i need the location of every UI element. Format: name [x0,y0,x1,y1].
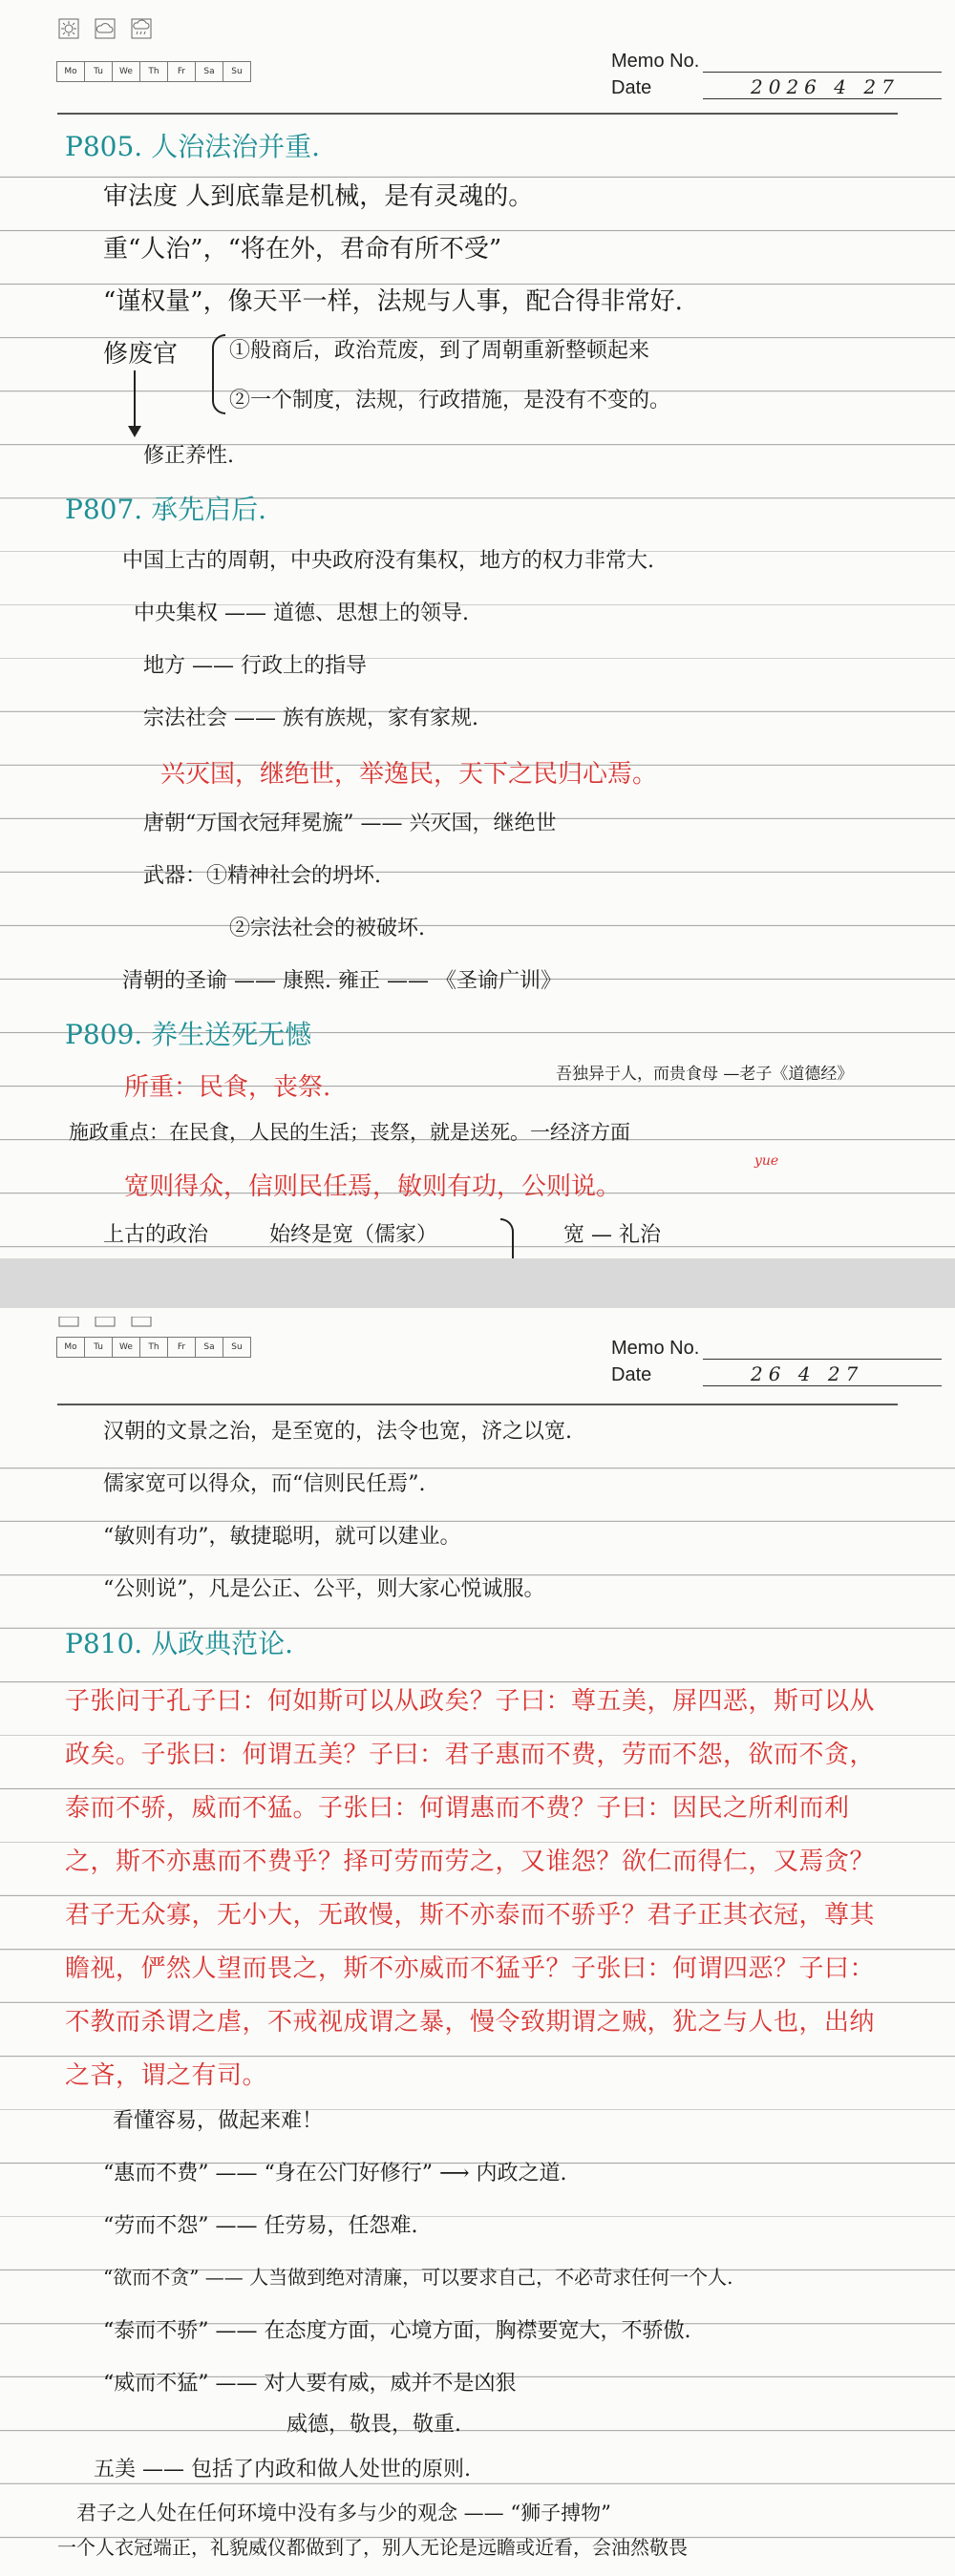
weekday-box: Th [139,61,168,82]
note-line: 武器：①精神社会的坍坏. [143,864,381,888]
memo-label: Memo No. [611,51,700,72]
weekday-box: We [112,1337,140,1358]
highlight-line: 所重：民食，丧祭. [124,1073,331,1102]
note-line: 施政重点：在民食，人民的生活；丧祭，就是送死。一经济方面 [69,1121,630,1144]
weekday-box: Sa [195,1337,223,1358]
note-line: 始终是宽（儒家） [269,1223,438,1247]
note-line: 儒家宽可以得众，而“信则民任焉”. [103,1472,426,1496]
highlight-line: 兴灭国，继绝世，举逸民，天下之民归心焉。 [160,760,658,789]
note-line: “欲而不贪” —— 人当做到绝对清廉，可以要求自己，不必苛求任何一个人. [103,2266,733,2289]
note-line: “劳而不怨” —— 任劳易，任怨难. [103,2214,418,2238]
weekday-box: Fr [167,1337,196,1358]
note-line: 重“人治”，“将在外，君命有所不受” [103,235,502,264]
memo-number [703,72,942,73]
cloud-icon [94,17,117,40]
page-header [0,0,955,115]
date-label: Date [611,77,652,98]
note-line: 中央集权 —— 道德、思想上的领导. [134,602,469,625]
note-line: 中国上古的周朝，中央政府没有集权，地方的权力非常大. [122,549,654,573]
note-line: 修废官 [103,340,179,369]
weekday-box: Mo [56,61,85,82]
note-line: ②一个制度，法规，行政措施，是没有不变的。 [229,389,671,412]
note-line: 宽 — 礼治 [563,1223,661,1247]
note-line: “威而不猛” —— 对人要有威，威并不是凶狠 [103,2372,517,2396]
notebook-page-1 [0,0,955,1258]
sun-icon [57,17,80,40]
note-line: “惠而不费” —— “身在公门好修行” ⟶ 内政之道. [103,2162,567,2185]
weekday-box: Tu [84,61,113,82]
note-line: 汉朝的文景之治，是至宽的，法令也宽，济之以宽. [103,1420,572,1444]
notebook-page-2 [0,1308,955,2576]
page-header [0,1308,955,1405]
date-value: 26 4 27 [703,1362,942,1386]
note-line: 宗法社会 —— 族有族规，家有家规. [143,707,478,730]
date-value: 2026 4 27 [703,75,942,99]
rain-icon [130,17,153,40]
page-gap [0,1258,955,1308]
note-line: 威德，敬畏，敬重. [286,2413,461,2437]
pinyin-annotation: yue [754,1153,779,1169]
note-line: ①般商后，政治荒废，到了周朝重新整顿起来 [229,339,650,363]
weekday-box: We [112,61,140,82]
note-line: 一个人衣冠端正，礼貌威仪都做到了，别人无论是远瞻或近看，会油然敬畏 [57,2536,688,2559]
rain-icon [130,1314,153,1337]
quote-note: 吾独异于人，而贵食母 —老子《道德经》 [556,1065,854,1084]
highlight-line: 宽则得众，信则民任焉，敏则有功，公则说。 [124,1172,622,1201]
down-arrow-icon [134,370,136,435]
weekday-boxes [57,1337,251,1358]
section-heading: P810. 从政典范论. [65,1628,293,1659]
note-line: 修正养性. [143,444,234,468]
note-line: “公则说”，凡是公正、公平，则大家心悦诚服。 [103,1577,545,1601]
note-line: ②宗法社会的被破坏. [229,917,425,940]
weekday-boxes [57,61,251,82]
section-heading: P809. 养生送死无憾 [65,1019,312,1050]
note-line: 看懂容易，做起来难！ [113,2109,324,2133]
note-line: 五美 —— 包括了内政和做人处世的原则. [94,2458,471,2481]
note-line: 审法度 人到底靠是机械，是有灵魂的。 [103,182,534,211]
memo-number [703,1359,942,1360]
analects-quote: 子张问于孔子曰：何如斯可以从政矣？子曰：尊五美，屏四恶，斯可以从政矣。子张曰：何谓五美？子曰：君子惠而不费，劳而不怨，欲而不贪，泰而不骄，威而不猛。子张曰：何谓惠而不费？子曰：因民之所利而利之，斯不亦惠而不费乎？择可劳而劳之，又谁怨？欲仁而得仁，又焉贪？君子无众寡，无小大，无敢慢，斯不亦泰而不骄乎？君子正其衣冠，尊其瞻视，俨然人望而畏之，斯不亦威而不猛乎？子张曰：何谓四恶？子曰：不教而杀谓之虐，不戒视成谓之暴，慢令致期谓之贼，犹之与人也，出纳之吝，谓之有司。 [65,1687,876,2090]
section-heading: P805. 人治法治并重. [65,131,320,162]
weekday-box: Mo [56,1337,85,1358]
note-line: “泰而不骄” —— 在态度方面，心境方面，胸襟要宽大，不骄傲. [103,2319,691,2343]
weekday-box: Su [223,61,251,82]
weekday-box: Sa [195,61,223,82]
memo-label: Memo No. [611,1338,700,1359]
date-label: Date [611,1364,652,1385]
note-line: 上古的政治 [103,1223,209,1247]
note-line: “敏则有功”，敏捷聪明，就可以建业。 [103,1525,461,1549]
weekday-box: Fr [167,61,196,82]
cloud-icon [94,1314,117,1337]
weekday-box: Tu [84,1337,113,1358]
note-line: 清朝的圣谕 —— 康熙. 雍正 —— 《圣谕广训》 [122,969,562,993]
note-line: 君子之人处在任何环境中没有多与少的观念 —— “狮子搏物” [76,2502,611,2524]
note-line: 地方 —— 行政上的指导 [143,654,367,678]
weekday-box: Su [223,1337,251,1358]
sun-icon [57,1314,80,1337]
weekday-box: Th [139,1337,168,1358]
note-line: “谨权量”，像天平一样，法规与人事，配合得非常好. [103,287,683,316]
note-line: 唐朝“万国衣冠拜冕旒” —— 兴灭国，继绝世 [143,812,557,835]
section-heading: P807. 承先启后. [65,494,266,525]
